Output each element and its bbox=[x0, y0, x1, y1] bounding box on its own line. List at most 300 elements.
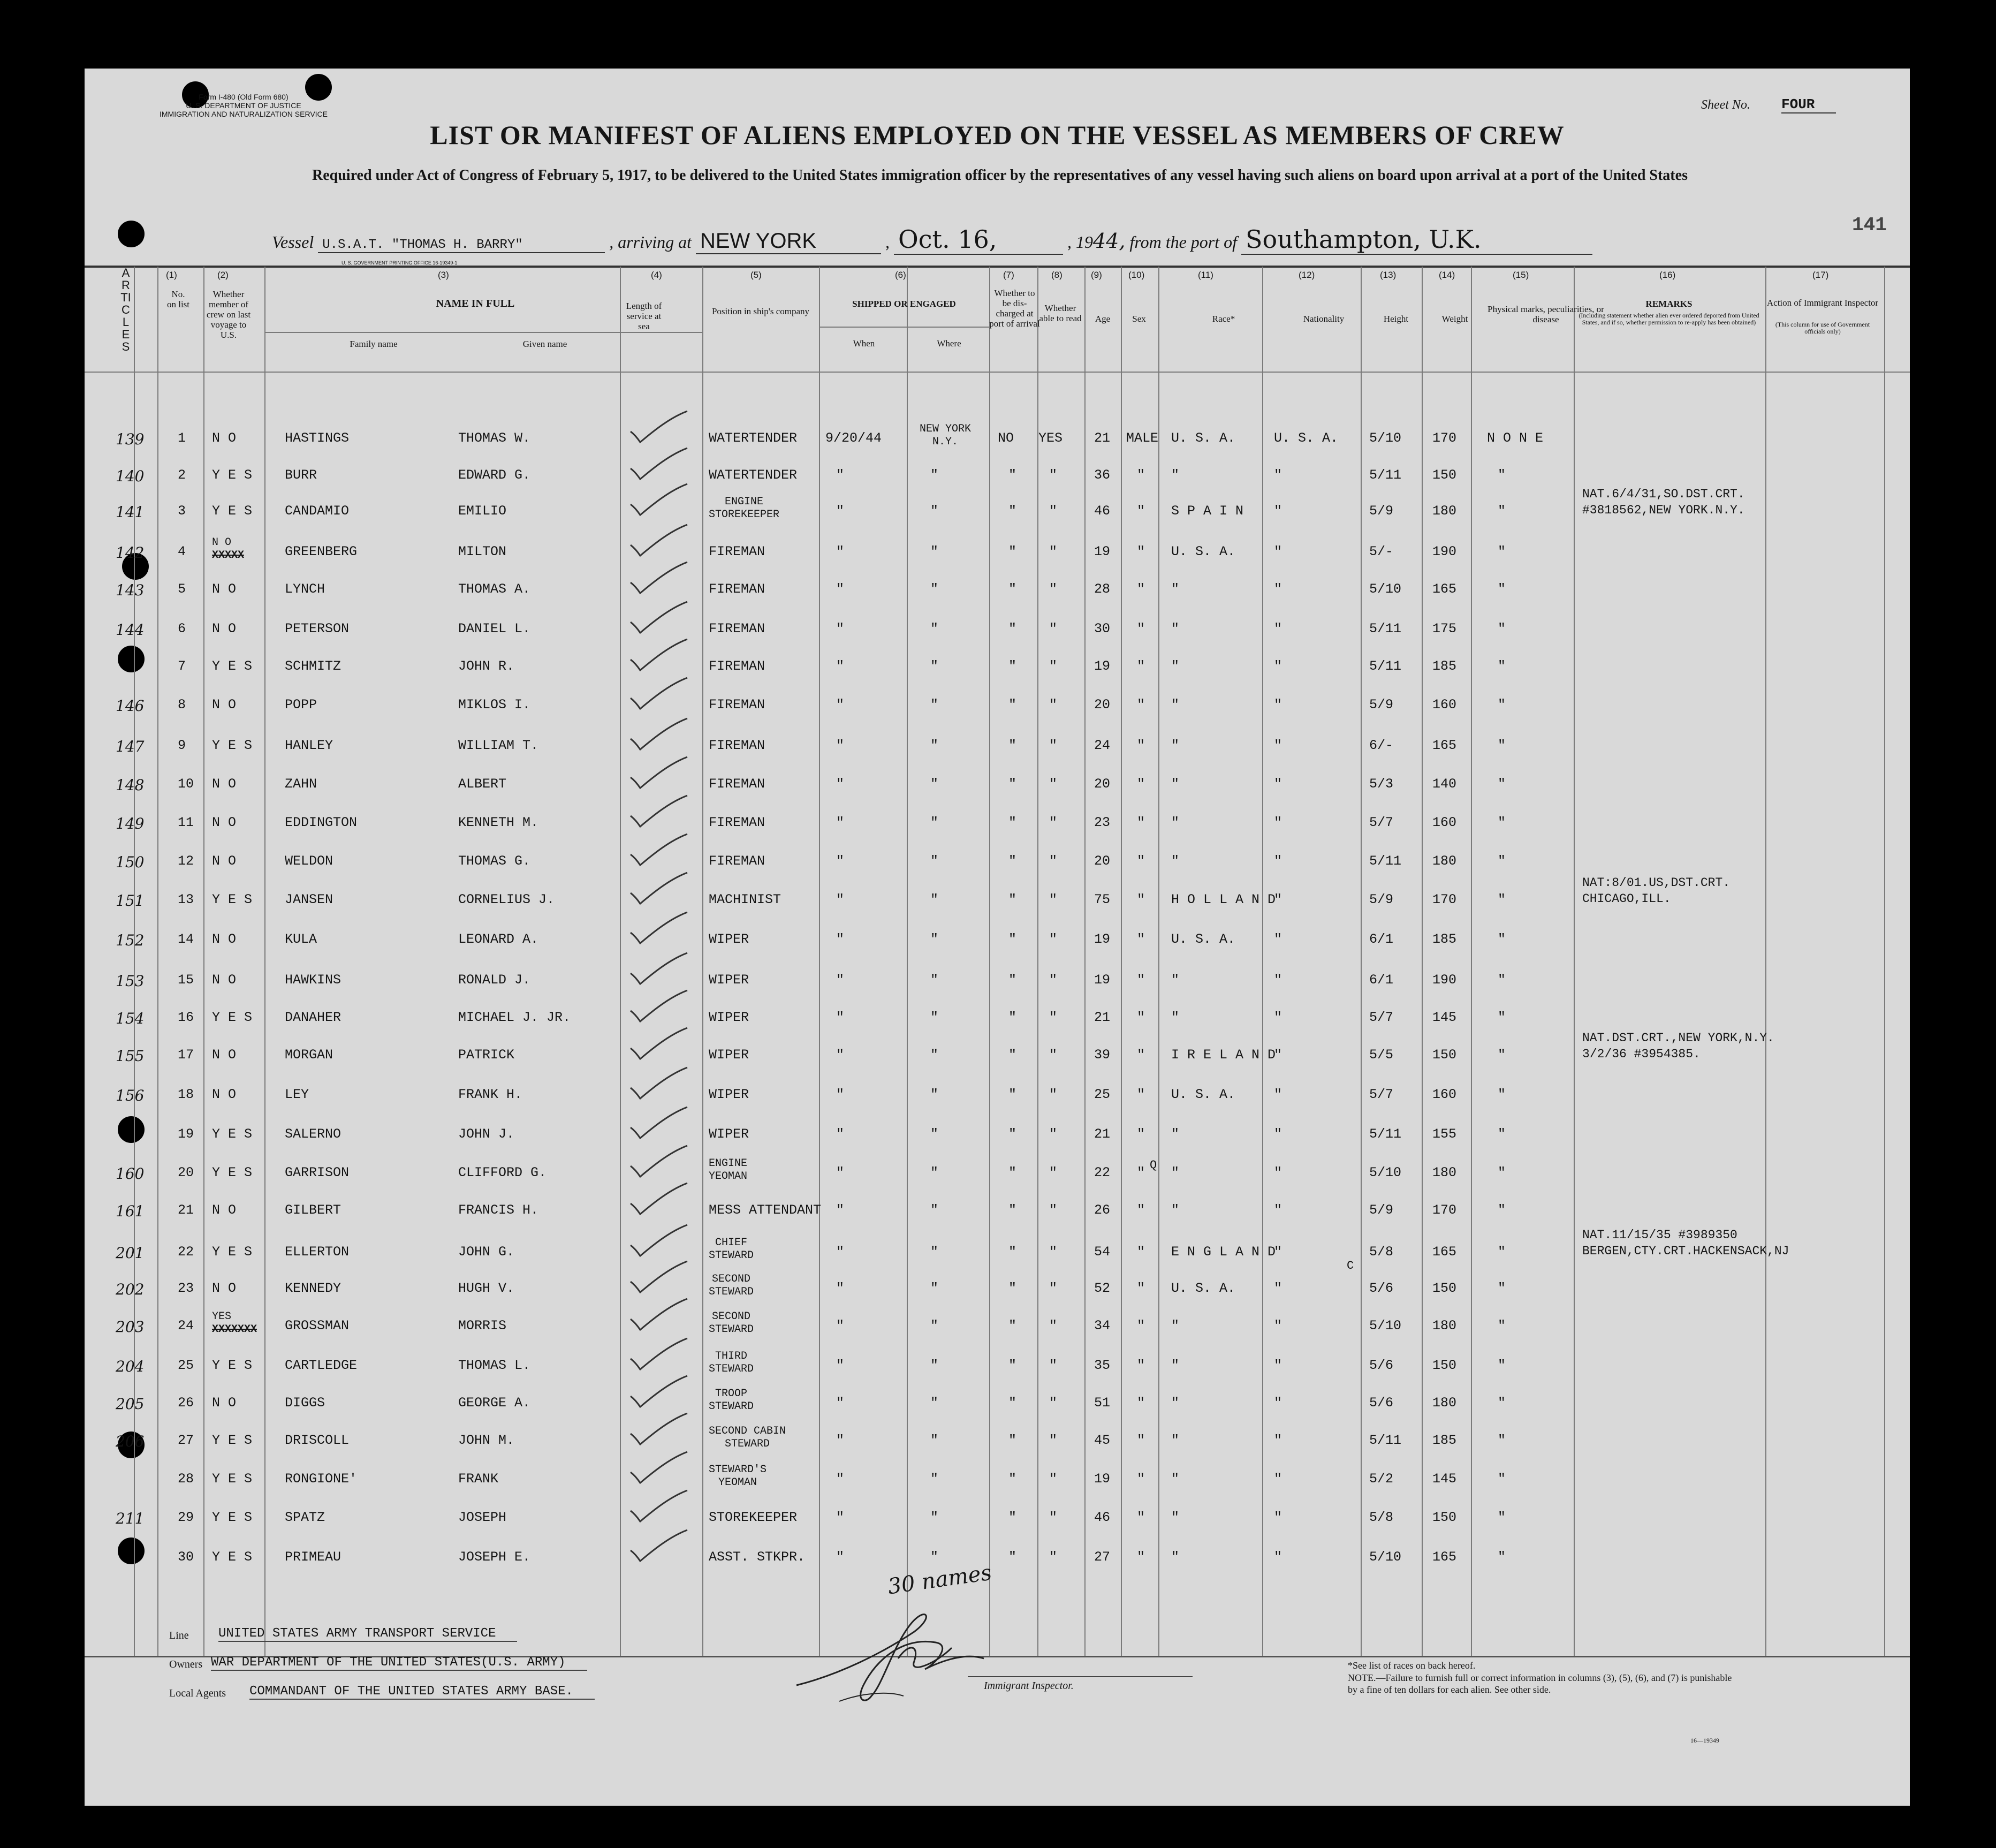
weight: 180 bbox=[1432, 1318, 1457, 1334]
column-rule bbox=[264, 267, 265, 1656]
able-to-read: " bbox=[1049, 776, 1058, 792]
header-name-in-full: NAME IN FULL bbox=[436, 298, 515, 309]
discharged-at-arrival: " bbox=[1008, 1471, 1017, 1487]
race: " bbox=[1171, 1510, 1180, 1525]
physical-marks: " bbox=[1498, 1244, 1506, 1260]
inspector-label: Immigrant Inspector. bbox=[984, 1680, 1074, 1692]
able-to-read: " bbox=[1049, 467, 1058, 483]
able-to-read: " bbox=[1049, 658, 1058, 674]
height: 5/11 bbox=[1369, 853, 1402, 869]
article-number: 206 bbox=[116, 1433, 145, 1450]
header-when: When bbox=[853, 338, 875, 349]
ship-position: WATERTENDER bbox=[709, 467, 798, 483]
sex: " bbox=[1137, 467, 1145, 483]
shipped-when: " bbox=[836, 1047, 845, 1063]
able-to-read: " bbox=[1049, 1244, 1058, 1260]
family-name: GARRISON bbox=[285, 1165, 350, 1180]
given-name: FRANK H. bbox=[458, 1087, 523, 1102]
checkmark-icon bbox=[627, 1450, 692, 1487]
list-number: 1 bbox=[178, 430, 186, 446]
able-to-read: " bbox=[1049, 1549, 1058, 1565]
nationality: " bbox=[1274, 1318, 1282, 1334]
shipped-where: " bbox=[930, 1244, 939, 1260]
sex: " bbox=[1137, 1010, 1145, 1025]
checkmark-icon bbox=[627, 482, 692, 519]
able-to-read: " bbox=[1049, 931, 1058, 947]
shipped-where: " bbox=[930, 621, 939, 637]
header-family-name: Family name bbox=[350, 339, 398, 349]
shipped-where: " bbox=[930, 892, 939, 907]
shipped-when: " bbox=[836, 1010, 845, 1025]
ship-position: WATERTENDER bbox=[709, 430, 798, 446]
given-name: LEONARD A. bbox=[458, 931, 539, 947]
weight: 165 bbox=[1432, 1244, 1457, 1260]
height: 5/10 bbox=[1369, 581, 1402, 597]
ship-position: FIREMAN bbox=[709, 621, 765, 637]
shipped-where: " bbox=[930, 1358, 939, 1373]
list-number: 11 bbox=[178, 815, 194, 830]
height: 5/7 bbox=[1369, 1087, 1394, 1102]
physical-marks: " bbox=[1498, 1510, 1506, 1525]
race: I R E L A N D bbox=[1171, 1047, 1276, 1063]
shipped-where: " bbox=[930, 1202, 939, 1218]
remarks: NAT:8/01.US,DST.CRT. CHICAGO,ILL. bbox=[1582, 876, 1731, 906]
header-discharged: Whether to be dis-charged at port of arrival bbox=[989, 288, 1040, 329]
checkmark-icon bbox=[627, 716, 692, 754]
sex: " bbox=[1137, 1471, 1145, 1487]
nationality: " bbox=[1274, 1165, 1282, 1180]
family-name: GROSSMAN bbox=[285, 1318, 350, 1334]
shipped-when: " bbox=[836, 1358, 845, 1373]
family-name: KULA bbox=[285, 931, 317, 947]
given-name: JOHN J. bbox=[458, 1126, 515, 1142]
family-name: GREENBERG bbox=[285, 544, 358, 559]
weight: 160 bbox=[1432, 815, 1457, 830]
physical-marks: " bbox=[1498, 1047, 1506, 1063]
list-number: 15 bbox=[178, 972, 194, 988]
shipped-where: " bbox=[930, 738, 939, 753]
shipped-when: " bbox=[836, 1126, 845, 1142]
service-name: IMMIGRATION AND NATURALIZATION SERVICE bbox=[160, 110, 328, 118]
race: " bbox=[1171, 776, 1180, 792]
ship-position: STEWARD'S YEOMAN bbox=[709, 1464, 767, 1489]
checkmark-icon bbox=[627, 1026, 692, 1063]
sex: " bbox=[1137, 1510, 1145, 1525]
family-name: DRISCOLL bbox=[285, 1433, 350, 1448]
physical-marks: " bbox=[1498, 1126, 1506, 1142]
given-name: WILLIAM T. bbox=[458, 738, 539, 753]
sex: " bbox=[1137, 892, 1145, 907]
discharged-at-arrival: " bbox=[1008, 1281, 1017, 1296]
sex: " bbox=[1137, 1281, 1145, 1296]
ship-position: ENGINE STOREKEEPER bbox=[709, 496, 780, 521]
race: U. S. A. bbox=[1171, 1087, 1236, 1102]
nationality: " bbox=[1274, 1433, 1282, 1448]
physical-marks: N O N E bbox=[1487, 430, 1544, 446]
checkmark-icon bbox=[627, 870, 692, 908]
ship-position: WIPER bbox=[709, 931, 749, 947]
column-rule bbox=[620, 267, 621, 1656]
discharged-at-arrival: " bbox=[1008, 1549, 1017, 1565]
given-name: MILTON bbox=[458, 544, 507, 559]
sex: " bbox=[1137, 853, 1145, 869]
weight: 180 bbox=[1432, 1165, 1457, 1180]
height: 6/1 bbox=[1369, 972, 1394, 988]
given-name: JOHN M. bbox=[458, 1433, 515, 1448]
physical-marks: " bbox=[1498, 1165, 1506, 1180]
weight: 180 bbox=[1432, 853, 1457, 869]
article-number: 154 bbox=[116, 1010, 145, 1027]
discharged-at-arrival: " bbox=[1008, 697, 1017, 713]
column-number: (3) bbox=[438, 270, 449, 280]
checkmark-icon bbox=[627, 446, 692, 483]
physical-marks: " bbox=[1498, 1433, 1506, 1448]
discharged-at-arrival: " bbox=[1008, 1433, 1017, 1448]
sex: " bbox=[1137, 1244, 1145, 1260]
discharged-at-arrival: " bbox=[1008, 1126, 1017, 1142]
shipped-when: " bbox=[836, 1549, 845, 1565]
height: 5/7 bbox=[1369, 1010, 1394, 1025]
remarks: NAT.DST.CRT.,NEW YORK,N.Y. 3/2/36 #3954385. bbox=[1582, 1031, 1774, 1061]
form-identifier bbox=[160, 93, 328, 118]
height: 5/9 bbox=[1369, 892, 1394, 907]
article-number: 150 bbox=[116, 853, 145, 871]
ship-position: WIPER bbox=[709, 1087, 749, 1102]
nationality: " bbox=[1274, 1244, 1282, 1260]
height: 5/6 bbox=[1369, 1358, 1394, 1373]
shipped-where: " bbox=[930, 776, 939, 792]
shipped-when: " bbox=[836, 697, 845, 713]
department-name: U. S. DEPARTMENT OF JUSTICE bbox=[186, 101, 301, 110]
checkmark-icon bbox=[627, 832, 692, 869]
header-remarks: REMARKS bbox=[1645, 299, 1693, 309]
nationality: " bbox=[1274, 1126, 1282, 1142]
punch-hole bbox=[118, 1538, 145, 1564]
penalty-note: NOTE.—Failure to furnish full or correct information in columns (3), (5), (6), and (7) is punishable by a fine of ten dollars for each alien. See other side. bbox=[1348, 1672, 1732, 1695]
height: 5/9 bbox=[1369, 697, 1394, 713]
remarks: NAT.11/15/35 #3989350 BERGEN,CTY.CRT.HACKENSACK,NJ bbox=[1582, 1228, 1789, 1258]
checkmark-icon bbox=[627, 1181, 692, 1218]
able-to-read: " bbox=[1049, 544, 1058, 559]
able-to-read: " bbox=[1049, 1087, 1058, 1102]
nationality: " bbox=[1274, 738, 1282, 753]
last-voyage-member: Y E S bbox=[212, 1010, 253, 1025]
nationality: " bbox=[1274, 1202, 1282, 1218]
age: 20 bbox=[1094, 697, 1111, 713]
article-number: 152 bbox=[116, 931, 145, 949]
checkmark-icon bbox=[627, 1411, 692, 1449]
checkmark-icon bbox=[627, 1374, 692, 1411]
ship-position: SECOND STEWARD bbox=[709, 1273, 754, 1298]
height: 5/9 bbox=[1369, 503, 1394, 519]
family-name: HASTINGS bbox=[285, 430, 350, 446]
list-number: 9 bbox=[178, 738, 186, 753]
able-to-read: " bbox=[1049, 697, 1058, 713]
height: 5/10 bbox=[1369, 430, 1402, 446]
sex: " bbox=[1137, 1047, 1145, 1063]
checkmark-icon bbox=[627, 1297, 692, 1334]
column-rule bbox=[1158, 267, 1159, 1656]
sex: MALE bbox=[1126, 430, 1159, 446]
list-number: 20 bbox=[178, 1165, 194, 1180]
sex: " bbox=[1137, 1549, 1145, 1565]
physical-marks: " bbox=[1498, 1358, 1506, 1373]
page-subtitle: Required under Act of Congress of February 5, 1917, to be delivered to the United States immigration officer by the representatives of any vessel having such aliens on board upon arrival at a port of the United States bbox=[312, 167, 1688, 184]
checkmark-icon bbox=[627, 1259, 692, 1297]
manifest-sheet bbox=[85, 69, 1910, 1806]
article-number: 203 bbox=[116, 1318, 145, 1336]
list-number: 27 bbox=[178, 1433, 194, 1448]
height: 5/3 bbox=[1369, 776, 1394, 792]
discharged-at-arrival: " bbox=[1008, 581, 1017, 597]
last-voyage-member: YES XXXXXXX bbox=[212, 1311, 257, 1336]
weight: 185 bbox=[1432, 658, 1457, 674]
last-voyage-member: N O bbox=[212, 931, 237, 947]
family-name: HAWKINS bbox=[285, 972, 341, 988]
discharged-at-arrival: " bbox=[1008, 853, 1017, 869]
given-name: DANIEL L. bbox=[458, 621, 531, 637]
given-name: CORNELIUS J. bbox=[458, 892, 555, 907]
article-number: 204 bbox=[116, 1358, 145, 1375]
nationality: " bbox=[1274, 1471, 1282, 1487]
last-voyage-member: N O bbox=[212, 776, 237, 792]
checkmark-icon bbox=[627, 409, 692, 446]
given-name: FRANCIS H. bbox=[458, 1202, 539, 1218]
header-age: Age bbox=[1095, 314, 1111, 324]
given-name: MIKLOS I. bbox=[458, 697, 531, 713]
age: 51 bbox=[1094, 1395, 1111, 1411]
family-name: EDDINGTON bbox=[285, 815, 358, 830]
column-number: (7) bbox=[1003, 270, 1014, 280]
article-number: 149 bbox=[116, 815, 145, 832]
given-name: JOHN R. bbox=[458, 658, 515, 674]
height: 5/2 bbox=[1369, 1471, 1394, 1487]
shipped-when: " bbox=[836, 892, 845, 907]
able-to-read: YES bbox=[1038, 430, 1063, 446]
ship-position: ASST. STKPR. bbox=[709, 1549, 806, 1565]
ship-position: SECOND STEWARD bbox=[709, 1311, 754, 1336]
shipped-when: " bbox=[836, 1471, 845, 1487]
shipped-where: " bbox=[930, 658, 939, 674]
header-rule bbox=[819, 327, 989, 328]
shipped-when: " bbox=[836, 1165, 845, 1180]
family-name: CANDAMIO bbox=[285, 503, 350, 519]
header-no-on-list: No. on list bbox=[166, 289, 190, 309]
age: 30 bbox=[1094, 621, 1111, 637]
last-voyage-member: Y E S bbox=[212, 1126, 253, 1142]
ship-position: FIREMAN bbox=[709, 853, 765, 869]
departure-port: Southampton, U.K. bbox=[1241, 225, 1592, 255]
list-number: 23 bbox=[178, 1281, 194, 1296]
articles-header: ARTICLES bbox=[120, 266, 131, 353]
able-to-read: " bbox=[1049, 1165, 1058, 1180]
race: " bbox=[1171, 1010, 1180, 1025]
arriving-port: NEW YORK bbox=[696, 229, 881, 254]
race: H O L L A N D bbox=[1171, 892, 1276, 907]
article-number: 155 bbox=[116, 1047, 145, 1065]
header-position: Position in ship's company bbox=[711, 306, 810, 316]
sex: " bbox=[1137, 931, 1145, 947]
checkmark-icon bbox=[627, 988, 692, 1026]
family-name: SALERNO bbox=[285, 1126, 341, 1142]
given-name: HUGH V. bbox=[458, 1281, 515, 1296]
sex: " bbox=[1137, 1126, 1145, 1142]
shipped-where: " bbox=[930, 1433, 939, 1448]
sex: " bbox=[1137, 1433, 1145, 1448]
last-voyage-member: N O bbox=[212, 697, 237, 713]
last-voyage-member: Y E S bbox=[212, 1549, 253, 1565]
races-note: *See list of races on back hereof. bbox=[1348, 1660, 1476, 1671]
sex: " bbox=[1137, 815, 1145, 830]
height: 5/11 bbox=[1369, 1433, 1402, 1448]
last-voyage-member: N O bbox=[212, 853, 237, 869]
shipped-where: " bbox=[930, 1126, 939, 1142]
age: 23 bbox=[1094, 815, 1111, 830]
column-rule bbox=[1084, 267, 1086, 1656]
weight: 185 bbox=[1432, 931, 1457, 947]
article-number: 142 bbox=[116, 544, 145, 562]
weight: 145 bbox=[1432, 1471, 1457, 1487]
race: U. S. A. bbox=[1171, 931, 1236, 947]
physical-marks: " bbox=[1498, 1471, 1506, 1487]
last-voyage-member: N O bbox=[212, 581, 237, 597]
printing-office-note: U. S. GOVERNMENT PRINTING OFFICE 16-19349-1 bbox=[341, 260, 458, 266]
checkmark-icon bbox=[627, 755, 692, 792]
age: 19 bbox=[1094, 658, 1111, 674]
form-code: 16—19349 bbox=[1690, 1737, 1719, 1744]
column-number: (6) bbox=[895, 270, 906, 280]
weight: 170 bbox=[1432, 892, 1457, 907]
line-label: Line bbox=[169, 1630, 189, 1641]
shipped-where: " bbox=[930, 1010, 939, 1025]
last-voyage-member: N O bbox=[212, 1202, 237, 1218]
arrival-date: Oct. 16, bbox=[894, 225, 1063, 255]
nationality: " bbox=[1274, 931, 1282, 947]
race: U. S. A. bbox=[1171, 544, 1236, 559]
weight: 150 bbox=[1432, 1510, 1457, 1525]
discharged-at-arrival: " bbox=[1008, 1244, 1017, 1260]
agents-value: COMMANDANT OF THE UNITED STATES ARMY BASE. bbox=[249, 1684, 595, 1700]
column-number: (2) bbox=[217, 270, 229, 280]
checkmark-icon bbox=[627, 676, 692, 713]
age: 20 bbox=[1094, 853, 1111, 869]
nationality: " bbox=[1274, 1087, 1282, 1102]
given-name: RONALD J. bbox=[458, 972, 531, 988]
family-name: KENNEDY bbox=[285, 1281, 341, 1296]
discharged-at-arrival: " bbox=[1008, 892, 1017, 907]
age: 19 bbox=[1094, 544, 1111, 559]
shipped-where: " bbox=[930, 1549, 939, 1565]
column-rule bbox=[907, 267, 908, 1656]
height: 5/10 bbox=[1369, 1549, 1402, 1565]
discharged-at-arrival: " bbox=[1008, 1510, 1017, 1525]
last-voyage-member: N O bbox=[212, 815, 237, 830]
nationality: " bbox=[1274, 1047, 1282, 1063]
shipped-where: " bbox=[930, 581, 939, 597]
ship-position: WIPER bbox=[709, 1047, 749, 1063]
shipped-where: " bbox=[930, 1471, 939, 1487]
race: " bbox=[1171, 621, 1180, 637]
column-rule bbox=[702, 267, 703, 1656]
age: 27 bbox=[1094, 1549, 1111, 1565]
physical-marks: " bbox=[1498, 1087, 1506, 1102]
shipped-where: " bbox=[930, 1281, 939, 1296]
header-weight: Weight bbox=[1441, 314, 1468, 324]
shipped-where: " bbox=[930, 503, 939, 519]
header-given-name: Given name bbox=[522, 339, 567, 349]
discharged-at-arrival: " bbox=[1008, 544, 1017, 559]
list-number: 30 bbox=[178, 1549, 194, 1565]
height: 5/6 bbox=[1369, 1395, 1394, 1411]
age: 24 bbox=[1094, 738, 1111, 753]
shipped-where: " bbox=[930, 931, 939, 947]
checkmark-icon bbox=[627, 1143, 692, 1181]
able-to-read: " bbox=[1049, 1433, 1058, 1448]
physical-marks: " bbox=[1498, 1010, 1506, 1025]
height: 6/- bbox=[1369, 738, 1394, 753]
article-number: 201 bbox=[116, 1244, 145, 1262]
discharged-at-arrival: " bbox=[1008, 467, 1017, 483]
column-number: (9) bbox=[1091, 270, 1102, 280]
race: " bbox=[1171, 1395, 1180, 1411]
checkmark-icon bbox=[627, 522, 692, 560]
sex: " bbox=[1137, 1165, 1145, 1180]
shipped-when: " bbox=[836, 503, 845, 519]
sex: " bbox=[1137, 581, 1145, 597]
ship-position: MACHINIST bbox=[709, 892, 781, 907]
discharged-at-arrival: " bbox=[1008, 1358, 1017, 1373]
given-name: JOSEPH bbox=[458, 1510, 507, 1525]
last-voyage-member: Y E S bbox=[212, 503, 253, 519]
shipped-when: " bbox=[836, 544, 845, 559]
race: " bbox=[1171, 1202, 1180, 1218]
physical-marks: " bbox=[1498, 621, 1506, 637]
able-to-read: " bbox=[1049, 738, 1058, 753]
last-voyage-member: N O bbox=[212, 621, 237, 637]
able-to-read: " bbox=[1049, 503, 1058, 519]
header-sex: Sex bbox=[1132, 314, 1146, 324]
height: 5/11 bbox=[1369, 467, 1402, 483]
ship-position: WIPER bbox=[709, 972, 749, 988]
age: 19 bbox=[1094, 972, 1111, 988]
article-number: 153 bbox=[116, 972, 145, 990]
nationality: " bbox=[1274, 697, 1282, 713]
sex: " bbox=[1137, 738, 1145, 753]
physical-marks: " bbox=[1498, 815, 1506, 830]
shipped-when: " bbox=[836, 853, 845, 869]
list-number: 12 bbox=[178, 853, 194, 869]
age: 19 bbox=[1094, 931, 1111, 947]
able-to-read: " bbox=[1049, 581, 1058, 597]
able-to-read: " bbox=[1049, 853, 1058, 869]
given-name: MORRIS bbox=[458, 1318, 507, 1334]
weight: 185 bbox=[1432, 1433, 1457, 1448]
list-number: 26 bbox=[178, 1395, 194, 1411]
family-name: WELDON bbox=[285, 853, 333, 869]
from-label: from the port of bbox=[1129, 232, 1238, 252]
ship-position: WIPER bbox=[709, 1126, 749, 1142]
year-prefix: 19 bbox=[1075, 232, 1093, 252]
discharged-at-arrival: " bbox=[1008, 1010, 1017, 1025]
shipped-where: " bbox=[930, 1047, 939, 1063]
column-rule bbox=[157, 267, 158, 1656]
header-where: Where bbox=[937, 338, 961, 349]
weight: 165 bbox=[1432, 738, 1457, 753]
weight: 165 bbox=[1432, 1549, 1457, 1565]
article-number: 211 bbox=[116, 1510, 145, 1527]
stamped-page-number: 141 bbox=[1852, 214, 1887, 236]
inspector-signature bbox=[775, 1594, 1000, 1712]
